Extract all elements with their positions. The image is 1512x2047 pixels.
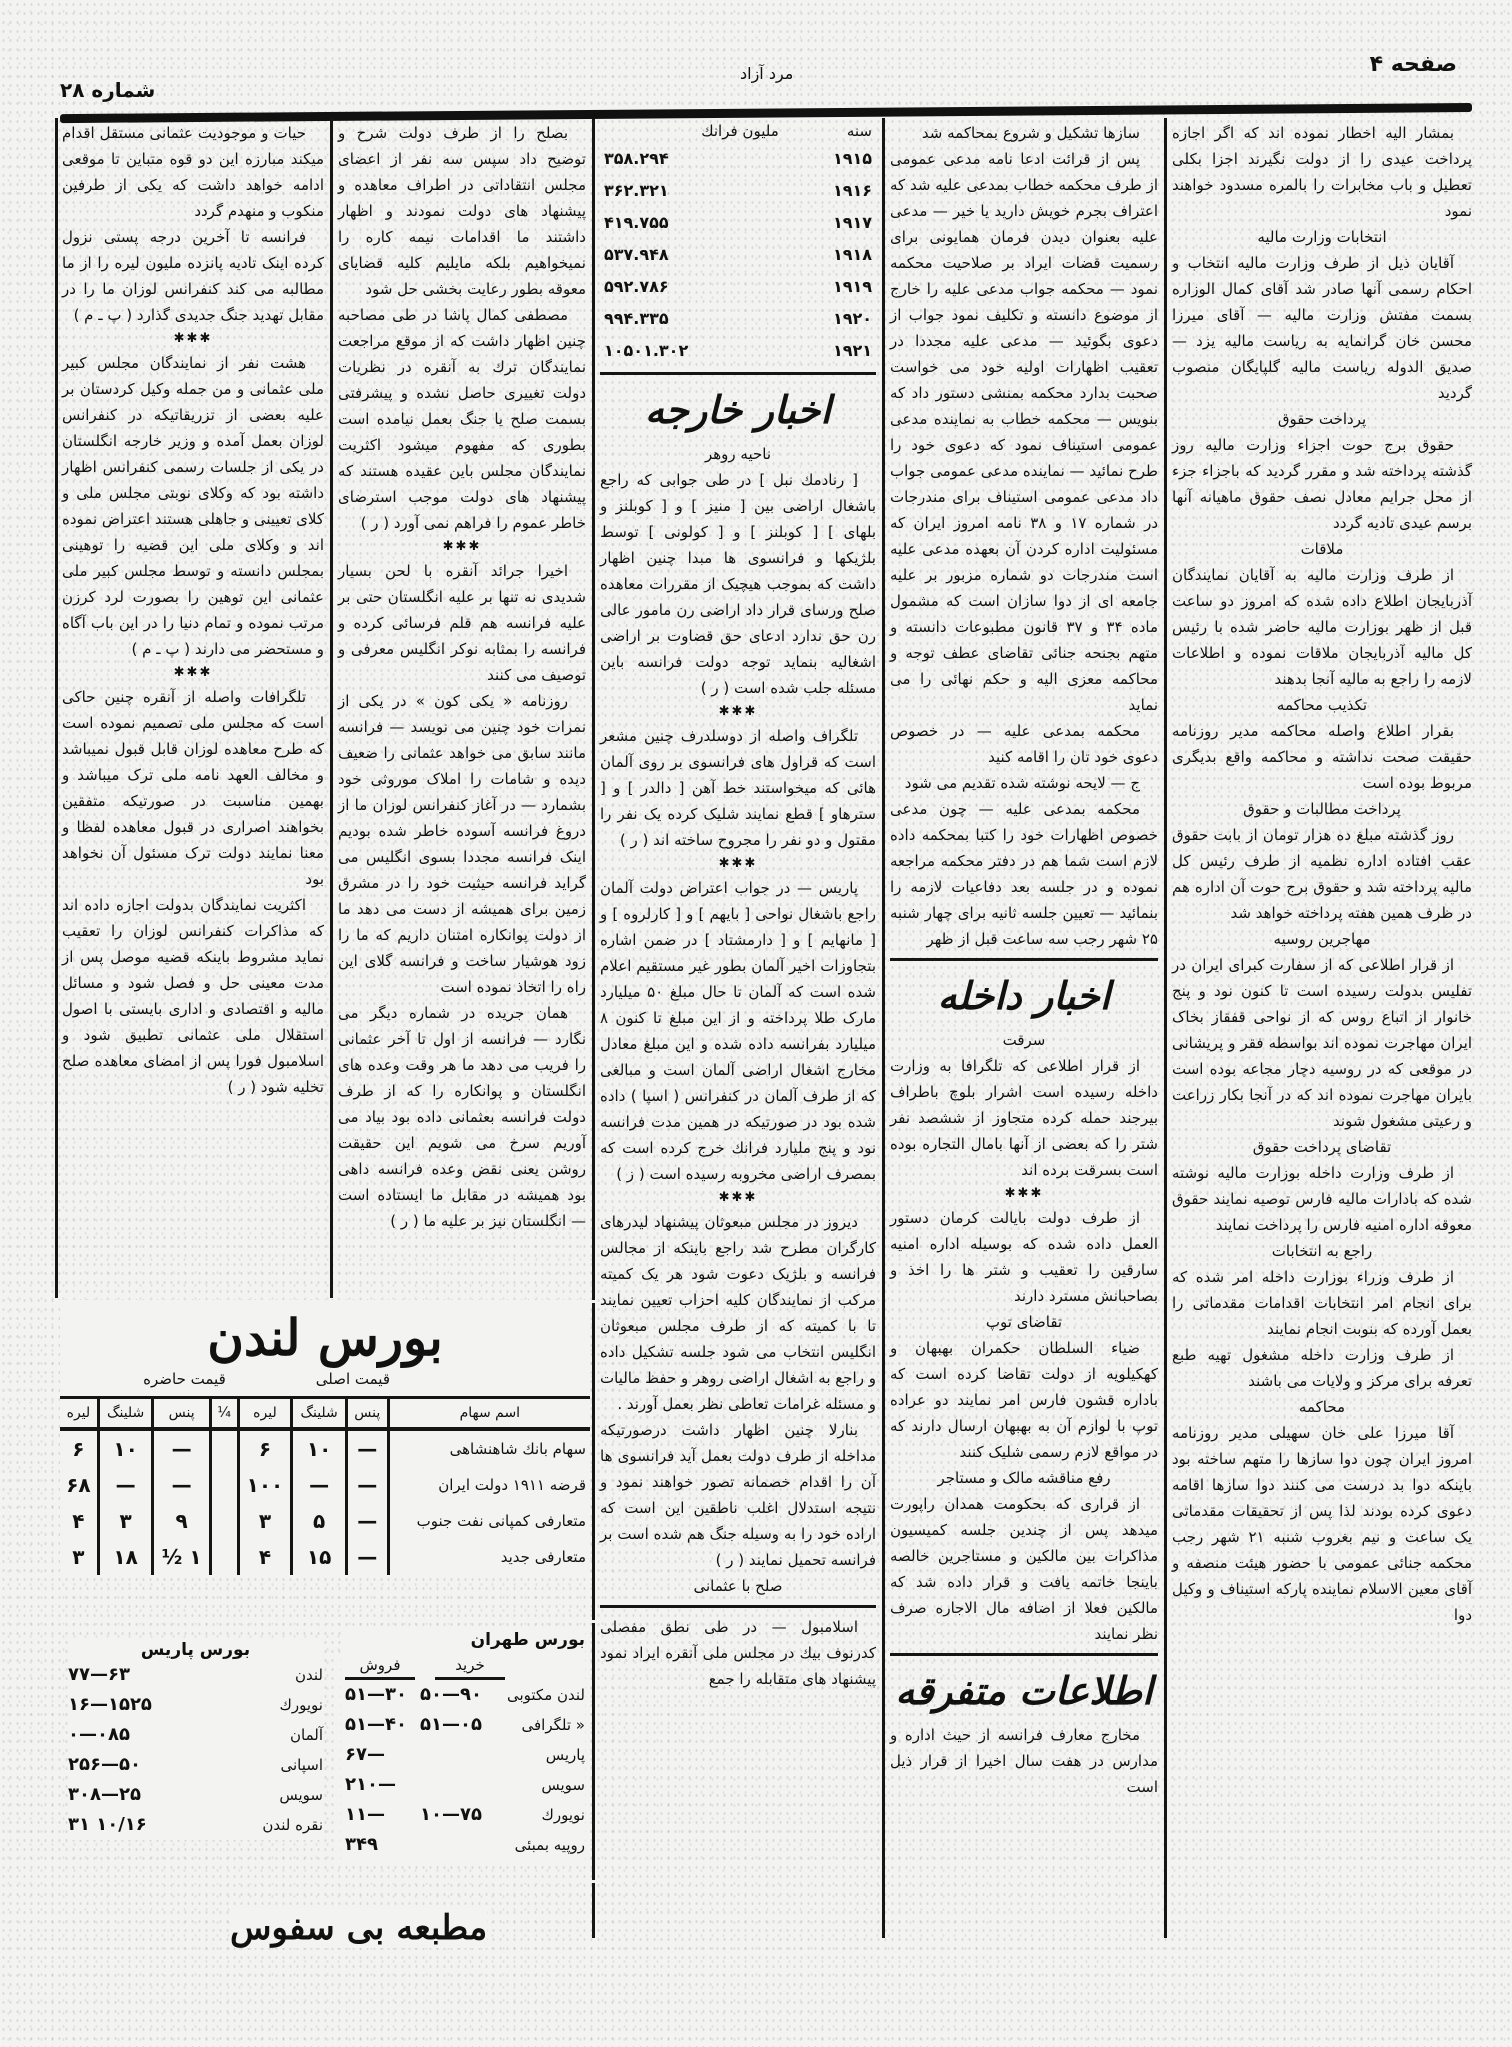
year-cell: ۱۹۱۶ (832, 180, 872, 200)
paragraph: از طرف دولت بایالت کرمان دستور العمل داده شده که بوسیله اداره امنیه سارقین را تعقیب و شتر ها را اخذ و بصاحبانش مسترد دارند (890, 1209, 1158, 1305)
price-cell: ۱۰۰ (238, 1467, 292, 1503)
tehran-bourse-title: بورس طهران (470, 1630, 585, 1650)
exchange-name: لندن مکتوبی (506, 1686, 585, 1704)
buy-rate: ۱۰—۷۵ (420, 1804, 482, 1825)
table-row (600, 206, 876, 238)
education-expenses-table (600, 120, 876, 366)
column-header: پنس (153, 1398, 210, 1430)
paris-bourse (68, 1640, 323, 1840)
original-price-label: قیمت اصلی (315, 1370, 390, 1388)
price-cell: — (346, 1539, 388, 1575)
sell-label: فروش (345, 1650, 415, 1680)
paragraph: بمشار الیه اخطار نموده اند که اگر اجازه پرداخت عیدی را از دولت نگیرند اجزا بکلی تعطیل و باب مخابرات را بالمره مسدود خواهند نمود (1172, 124, 1472, 220)
column-header: لیره (60, 1398, 98, 1430)
exchange-name: پاریس (545, 1746, 585, 1764)
buy-label: خرید (435, 1650, 505, 1680)
sell-rate: ۵۱—۴۰ (345, 1714, 407, 1735)
paragraph: پاریس — در جواب اعتراض دولت آلمان راجع باشغال نواحی [ بایهم ] و [ کارلروه ] و [ مانهایم ] و [ دارمشتاد ] در ضمن اشاره بتجاوزات اخیر آلمان بطور غیر مستقیم اعلام شده است که آلمان تا حال مبلغ ۵۰ میلیارد مارک طلا پرداخته و از این مبلغ تا کنون ۸ میلیارد بفرانسه داده شده و این مبلغ معادل مخارج اشغال اراضی آلمان است و مبالغی که از طرف آلمان در کنفرانس ( اسپا ) داده شده بود در صورتیکه در همین مدت فرانسه نود و پنج ملیارد فرانك خرج کرده است که بمصرف اراضی مخروبه رسیده است ( ز ) (600, 879, 876, 1183)
column-divider (55, 118, 58, 1298)
security-name: متعارفی کمپانی نفت جنوب (388, 1503, 590, 1539)
table-row (600, 142, 876, 174)
column-2 (890, 120, 1158, 1800)
table-row (600, 334, 876, 366)
paragraph: از طرف وزارت داخله بوزارت مالیه نوشته شده که بادارات مالیه فارس توصیه نمایند حقوق معوقه اداره امنیه فارس را پرداخت نمایند (1172, 1164, 1472, 1234)
exchange-row (68, 1720, 323, 1750)
subheading: ملاقات (1300, 540, 1344, 558)
table-row (60, 1539, 590, 1575)
price-cell (210, 1539, 238, 1575)
sell-rate: ۳۴۹ (345, 1834, 378, 1855)
column-header: لیره (238, 1398, 292, 1430)
paragraph: دیروز در مجلس مبعوثان پیشنهاد لیدرهای کارگران مطرح شد راجع باینکه از مجالس فرانسه و بلژیک دعوت شود هر یک کمیته مرکب از نمایندگان کلیه احزاب تعیین نمایند تا با کمیته که از طرف مجلس مبعوثان انگلیس انتخاب می شود جلسه تشکیل داده و راجع به اشغال اراضی روهر و حفظ مالیات و مسئله غرامات تعاطی نظر بعمل آورند . (600, 1213, 876, 1413)
table-row (600, 302, 876, 334)
asterism-divider: ✱✱✱ (442, 539, 482, 554)
paragraph: اکثریت نمایندگان بدولت اجازه داده اند که مذاکرات کنفرانس لوزان را تعقیب نماید مشروط باینکه قضیه موصل پس از مدت معینی حل و فصل شود و مسائل مالیه و اقتصادی و اداری بایستی با اصول استقلال ملی عثمانی تطبیق شود و اسلامبول فورا پس از امضای معاهده صلح تخلیه شود ( ر ) (62, 896, 324, 1096)
paragraph: آقایان ذیل از طرف وزارت مالیه انتخاب و احکام رسمی آنها صادر شد آقای کمال الوزاره بسمت مفتش وزارت مالیه — آقای میرزا محسن خان گرانمایه به ریاست مالیه یزد — صدیق الدوله ریاست مالیه گلپایگان منصوب گردید (1172, 254, 1472, 402)
amount-cell: ۴۱۹.۷۵۵ (604, 212, 669, 232)
subheading: محاکمه (1298, 1398, 1346, 1416)
year-cell: ۱۹۲۰ (832, 308, 872, 328)
column-3 (600, 120, 876, 1692)
table-row (600, 270, 876, 302)
paragraph: مخارج معارف فرانسه از حیث اداره و مدارس در هفت سال اخیرا از قرار ذیل است (890, 1726, 1158, 1796)
paragraph: محکمه بمدعی علیه — چون مدعی خصوص اظهارات خود را کتبا بمحکمه داده لازم است شما هم در دفتر محکمه مراجعه نموده و در جلسه بعد دفاعیات لازمه را بنمائید — تعیین جلسه ثانیه برای چهار شنبه ۲۵ شهر رجب سه ساعت قبل از ظهر (890, 800, 1158, 948)
paragraph: روز گذشته مبلغ ده هزار تومان از بابت حقوق عقب افتاده اداره نظمیه از طرف رئیس کل مالیه پرداخته شد و حقوق برج حوت آن اداره هم در ظرف همین هفته پرداخته خواهد شد (1172, 826, 1472, 922)
section-heading: اطلاعات متفرقه (895, 1668, 1153, 1713)
paragraph: بصلح را از طرف دولت شرح و توضیح داد سپس سه نفر از اعضای مجلس انتقاداتی در اطراف معاهده و پیشنهاد های دولت نمودند و اظهار داشتند ما اقدامات نیمه کاره را نمیخواهیم بلکه مایلیم کلیه قضایای معوقه بطور رعایت بخشی حل شود (338, 124, 586, 298)
section-heading: اخبار داخله (937, 973, 1111, 1018)
section-rule (600, 372, 876, 375)
london-bourse-title: بورس لندن (207, 1308, 443, 1367)
subheading: راجع به انتخابات (1271, 1242, 1373, 1260)
table-row (60, 1503, 590, 1539)
subheading: تقاضای پرداخت حقوق (1252, 1138, 1392, 1156)
subheading: مهاجرین روسیه (1273, 930, 1371, 948)
buy-rate: ۵۱—۰۵ (420, 1714, 482, 1735)
exchange-row (68, 1780, 323, 1810)
subheading: تقاضای توپ (985, 1313, 1063, 1331)
year-cell: ۱۹۱۹ (832, 276, 872, 296)
buy-rate (420, 1830, 490, 1860)
column-divider (882, 118, 885, 1938)
paragraph: آقا میرزا علی خان سهیلی مدیر روزنامه امروز ایران چون دوا سازها را متهم ساخته بود باینکه دوا بد درست می کنند دوا سازها اقامه دعوی کرده بودند لذا پس از تحقیقات مقدماتی یک ساعت و نیم بغروب شنبه ۲۱ شهر رجب محکمه جنائی عمومی با حضور هیئت منصفه و آقای معین الاسلام نماینده پارکه استیناف و وکیل دوا (1172, 1424, 1473, 1624)
paragraph: محکمه بمدعی علیه — در خصوص دعوی خود تان را اقامه کنید (890, 722, 1158, 766)
price-cell: — (292, 1467, 347, 1503)
price-cell: ۴ (72, 1509, 85, 1533)
section-rule (890, 958, 1158, 961)
amount-cell: ۵۹۲.۷۸۶ (604, 276, 669, 296)
exchange-name: لندن (295, 1666, 323, 1684)
paragraph: حیات و موجودیت عثمانی مستقل اقدام میکند مبارزه این دو قوه متباین تا موقعی ادامه خواهد داشت که یکی از طرفین منکوب و منهدم گردد (62, 124, 324, 220)
exchange-rate: ۰—۰۸۵ (68, 1724, 130, 1745)
column-header: اسم سهام (388, 1398, 590, 1430)
exchange-row (345, 1770, 585, 1800)
price-cell: ۴ (238, 1539, 292, 1575)
exchange-name: سویس (279, 1786, 323, 1804)
paragraph: مصطفی کمال پاشا در طی مصاحبه چنین اظهار داشت که از موقع مراجعت نمایندگان ترك به آنقره در نظریات دولت تغییری حاصل نشده و پیشرفتی بسمت صلح یا جنگ بعمل نیامده است بطوری که مفهوم میشود اکثریت نمایندگان مجلس باین عقیده هستند که پیشنهاد های دولت موجب استرضای خاطر عموم را فراهم نمی آورد ( ر ) (338, 306, 586, 532)
security-name: متعارفی جدید (388, 1539, 590, 1575)
security-name: سهام بانك شاهنشاهی (388, 1429, 590, 1467)
column-divider (337, 1655, 340, 1860)
price-cell: ۱۸ (98, 1539, 153, 1575)
sell-rate: ۲۱۰— (345, 1774, 396, 1795)
section-rule (55, 1300, 595, 1303)
newspaper-title: مرد آزاد (740, 64, 794, 83)
paragraph: حقوق برج حوت اجزاء وزارت مالیه روز گذشته پرداخته شد و مقرر گردید که باجزاء جزء از محل جرایم معادل نصف حقوق ماهیانه آنها برسم عیدی تادیه گردد (1172, 436, 1472, 532)
exchange-name: نقره لندن (262, 1816, 323, 1834)
paragraph: روزنامه « یکی کون » در یکی از نمرات خود چنین می نویسد — فرانسه مانند سابق می خواهد عثمانی را ضعیف دیده و شامات را املاک موروثی خود بشمارد — در آغاز کنفرانس لوزان ما از دروغ فرانسه آسوده خاطر شده بودیم اینک فرانسه مجددا بسوی انگلیس می گراید فرانسه حیثیت خود را در مشرق زمین برای همیشه از دست می دهد ما از دولت پوانکاره امتنان داریم که ما را زود هوشیار ساخت و فرانسه گلای این راه را اتخاذ نموده است (338, 692, 586, 996)
exchange-row (345, 1680, 585, 1710)
paragraph: از قرار اطلاعی که از سفارت کبرای ایران در تفلیس بدولت رسیده است تا کنون نود و پنج خانوار از اتباع روس که از نواحی قفقاز بخاک ایران مهاجرت نموده اند بواسطه فقر و پریشانی در موقعی که در روسیه دچار مجاعه بوده است بایران مهاجرت نموده اند که در آنجا بکار زراعت و رعیتی مشغول شوند (1172, 956, 1472, 1130)
column-divider (592, 118, 595, 1938)
paragraph: بنارلا چنین اظهار داشت درصورتیکه مداخله از طرف دولت بعمل آید فرانسوی ها آن را اقدام خصمانه تصور خواهند نمود و نتیجه استدلال اغلب ناطقین این است که اراده خود را به وسیله جنگ هم شده است بر فرانسه تحمیل نمایند ( ر ) (600, 1421, 876, 1569)
exchange-row (345, 1740, 585, 1770)
exchange-row (345, 1800, 585, 1830)
sell-rate: ۵۱—۳۰ (345, 1684, 407, 1705)
exchange-row (68, 1660, 323, 1690)
london-bourse-table (60, 1396, 590, 1575)
table-row (60, 1429, 590, 1467)
price-cell: — (98, 1467, 153, 1503)
table-row (60, 1467, 590, 1503)
column-header: شلینگ (98, 1398, 153, 1430)
amount-cell: ۵۳۷.۹۴۸ (604, 244, 669, 264)
london-bourse (60, 1306, 590, 1575)
printer-name: مطبعه بی سفوس (230, 1908, 488, 1948)
exchange-rate: ۱۶—۱۵۲۵ (68, 1694, 152, 1715)
section-heading: اخبار خارجه (645, 387, 831, 432)
price-cell: ۳ (238, 1503, 292, 1539)
paragraph: [ رنادمك نبل ] در طی جوابی که راجع باشغال اراضی بین [ منیز ] و [ کوبلنز و بلهای ] [ کوبلنز ] و [ کولونی ] توسط بلژیکها و فرانسوی ها مبدا چنین اظهار داشت که بموجب هیچیک از مقررات معاهده صلح ورسای قرار داد اراضی رن مامور عالی رن حق ندارد ادعای حق قضاوت بر اراضی اشغالیه بنماید توجه دولت فرانسه باین مسئله جلب شده است ( ر ) (600, 471, 876, 697)
price-cell: ۶ (72, 1437, 85, 1461)
paragraph: پس از قرائت ادعا نامه مدعی عمومی از طرف محکمه خطاب بمدعی علیه شد که اعتراف بجرم خویش دارید یا خیر — مدعی علیه بعنوان دیدن فرمان همایونی برای رسمیت قضات ایراد بر صلاحیت محکمه نمود — محکمه جواب مدعی علیه را خارج از موضوع دانسته و تکلیف نمود جواب از دعوی بگوئید — مدعی علیه مجددا در تعقیب اظهارات اولیه خود می خواست صحبت بدارد محکمه بمنشی دستور داد که بنویس — محکمه خطاب به نماینده مدعی عمومی استیناف نمود که دعوی خود را طرح نمائید — نماینده مدعی عمومی جواب داد مدعی عمومی استیناف برای مندرجات در شماره ۱۷ و ۳۸ نامه امروز ایران که مسئولیت اداره کردن آن بعهده مدعی علیه است مندرجات دو شماره مزبور بر علیه جامعه ای از دوا سازان است که مشمول ماده ۳۴ و ۳۷ قانون مطبوعات دانسته و متهم بجنحه جنائی تقاضای عطف توجه و محاکمه معزی الیه و حکم نهائی را می نماید (890, 150, 1158, 714)
paragraph: فرانسه تا آخرین درجه پستی نزول کرده اینک تادیه پانزده ملیون لیره را از ما مطالبه می کند کنفرانس لوزان ما را در مقابل تهدید جنگ جدیدی گذارد ( پ ـ م ) (62, 228, 324, 324)
exchange-name: نویورك (541, 1806, 585, 1824)
paragraph: از قرار اطلاعی که تلگرافا به وزارت داخله رسیده است اشرار بلوچ باطراف بیرجند حمله کرده متجاوز از ششصد نفر شتر را که بعضی از آنها بامال التجاره بوده است بسرقت برده اند (890, 1057, 1158, 1179)
price-cell: ۳ (72, 1545, 85, 1569)
year-cell: ۱۹۲۱ (832, 340, 872, 360)
buy-rate: ۵۰—۹۰ (420, 1684, 482, 1705)
price-cell (210, 1467, 238, 1503)
column-4 (338, 120, 586, 1234)
price-cell: ۱ ½ (153, 1539, 210, 1575)
column-1 (1172, 120, 1472, 1628)
column-header: شلینگ (292, 1398, 347, 1430)
price-cell: — (346, 1429, 388, 1467)
price-cell: ۵ (292, 1503, 347, 1539)
issue-number: شماره ۲۸ (60, 78, 156, 102)
subheading: رفع مناقشه مالک و مستاجر (937, 1469, 1111, 1487)
amount-cell: ۱۰۵۰۱.۳۰۲ (604, 340, 689, 360)
paragraph: از قراری که بحکومت همدان راپورت میدهد پس از چندین جلسه کمیسیون مذاکرات بین مالکین و مستاجرین خالصه باینجا خاتمه یافت و قرار داده شد که مالکین فعلا از اضافه مال الاجاره صرف نظر نمایند (890, 1495, 1158, 1643)
paragraph: از طرف وزارت داخله مشغول تهیه طبع تعرفه برای مرکز و ولایات می باشند (1172, 1346, 1472, 1390)
exchange-rate: ۳۰۸—۲۵ (68, 1784, 141, 1805)
price-cell: — (346, 1503, 388, 1539)
paragraph: از طرف وزارت مالیه به آقایان نمایندگان آذربایجان اطلاع داده شده که امروز دو ساعت قبل از ظهر بوزارت مالیه حاضر شده با رئیس کل مالیه آذربایجان ملاقات نموده و اطلاعات لازمه را راجع به مالیه آنجا بدهند (1172, 566, 1472, 688)
asterism-divider: ✱✱✱ (173, 331, 213, 346)
exchange-name: سویس (541, 1776, 585, 1794)
paragraph: از طرف وزراء بوزارت داخله امر شده که برای انجام امر انتخابات اقدامات مقدماتی را بعمل آورده که بنوبت انجام نمایند (1172, 1268, 1472, 1338)
asterism-divider: ✱✱✱ (173, 665, 213, 680)
buy-rate (420, 1770, 490, 1800)
subheading: سرقت (1002, 1031, 1046, 1049)
subheading: انتخابات وزارت مالیه (1257, 228, 1387, 246)
price-cell: ۱۰ (98, 1429, 153, 1467)
exchange-row (68, 1690, 323, 1720)
column-3-text (600, 372, 876, 1692)
exchange-rate: ۳۱ ۱۰/۱۶ (68, 1814, 147, 1835)
column-divider (1164, 118, 1167, 1938)
price-cell (210, 1429, 238, 1467)
column-divider (330, 118, 333, 1298)
paragraph: سازها تشکیل و شروع بمحاکمه شد (921, 124, 1140, 142)
price-cell: ۶ (238, 1429, 292, 1467)
exchange-name: اسپانی (280, 1756, 323, 1774)
exchange-name: « تلگرافی (521, 1716, 585, 1734)
price-cell: ۱۵ (292, 1539, 347, 1575)
year-cell: ۱۹۱۷ (832, 212, 872, 232)
amount-cell: ۹۹۴.۳۳۵ (604, 308, 669, 328)
exchange-row (345, 1830, 585, 1860)
asterism-divider: ✱✱✱ (1004, 1186, 1044, 1201)
amount-cell: ۳۵۸.۲۹۴ (604, 148, 669, 168)
table-row (600, 238, 876, 270)
asterism-divider: ✱✱✱ (718, 1190, 758, 1205)
subheading: پرداخت مطالبات و حقوق (1243, 800, 1401, 818)
column-5 (62, 120, 324, 1100)
tehran-bourse (345, 1630, 585, 1860)
table-row (600, 174, 876, 206)
exchange-row (68, 1810, 323, 1840)
price-cell: — (346, 1467, 388, 1503)
asterism-divider: ✱✱✱ (718, 704, 758, 719)
price-cell: ۳ (98, 1503, 153, 1539)
paragraph: ج — لایحه نوشته شده تقدیم می شود (904, 774, 1140, 792)
security-name: قرضه ۱۹۱۱ دولت ایران (388, 1467, 590, 1503)
subheading: صلح با عثمانی (693, 1577, 783, 1595)
price-cell: ۱۰ (292, 1429, 347, 1467)
paragraph: تلگرافات واصله از آنقره چنین حاکی است که مجلس ملی تصمیم نموده است که طرح معاهده لوزان قابل قبول نمیباشد و مخالف العهد نامه ملی ترک میباشد و بهمین مناسبت در صورتیکه متفقین بخواهند اصراری در قبول معاهده لفظا و معنا نمایند دولت ترک مسئول آن نخواهد بود (62, 688, 324, 888)
page-number: صفحه ۴ (1369, 52, 1457, 77)
exchange-name: روپیه بمبئی (514, 1836, 585, 1854)
price-cell: ۶۸ (66, 1473, 91, 1497)
section-rule (600, 1605, 876, 1608)
amount-cell: ۳۶۲.۳۲۱ (604, 180, 669, 200)
paragraph: بقرار اطلاع واصله محاکمه مدیر روزنامه حقیقت صحت نداشته و محاکمه واقع بدیگری مربوط بوده است (1172, 722, 1472, 792)
exchange-rate: ۲۵۶—۵۰ (68, 1754, 141, 1775)
price-cell: — (153, 1467, 210, 1503)
buy-rate (420, 1740, 490, 1770)
exchange-rate: ۷۷—۶۳ (68, 1664, 130, 1685)
price-cell: — (153, 1429, 210, 1467)
exchange-name: نویورك (279, 1696, 323, 1714)
sell-rate: ۱۱— (345, 1804, 385, 1825)
price-cell: ۹ (153, 1503, 210, 1539)
paragraph: همان جریده در شماره دیگر می نگارد — فرانسه از اول تا آخر عثمانی را فریب می دهد ما هر وقت وعده های انگلستان و پوانکاره را که از طرف دولت فرانسه بعثمانی داده بود بیاد می آوریم سرخ می شویم این حقیقت روشن یعنی نقض وعده فرانسه داهی بود همیشه در مقابل ما ایستاده است — انگلستان نیز بر علیه ما ( ر ) (338, 1004, 586, 1230)
section-rule (55, 1880, 595, 1883)
subheading: ناحیه روهر (704, 445, 772, 463)
asterism-divider: ✱✱✱ (718, 856, 758, 871)
exchange-row (345, 1710, 585, 1740)
year-cell: ۱۹۱۸ (832, 244, 872, 264)
column-header: پنس (346, 1398, 388, 1430)
year-header: سنه (846, 122, 872, 140)
paragraph: هشت نفر از نمایندگان مجلس کبیر ملی عثمانی و من جمله وکیل کردستان بر علیه بعضی از تزریقاتیکه در کنفرانس لوزان بعمل آمده و وزیر خارجه انگلستان در یکی از جلسات رسمی کنفرانس اظهار داشته بود که وکلای نوبتی مجلس ملی و کلای تعیینی و جاهلی هستند اعتراض نموده اند و وکلای ملی این قضیه را توهینی بمجلس دانسته و توسط مجلس کبیر ملی عثمانی این توهین را بصورت لرد کرزن مرتب نموده و تمام دنیا را در این باب آگاه و مستحضر می دارند ( پ ـ م ) (62, 354, 324, 658)
column-header: ¼ (210, 1398, 238, 1430)
paragraph: اخیرا جرائد آنقره با لحن بسیار شدیدی نه تنها بر علیه انگلستان حتی بر علیه فرانسه هم قلم فرسائی کرده و فرانسه را بمثابه نوکر انگلیس معرفی و توصیف می کنند (338, 562, 586, 684)
current-price-label: قیمت حاضره (143, 1370, 226, 1388)
paragraph: ضیاء السلطان حکمران بهبهان و کهکیلویه از دولت تقاضا کرده است که باداره قشون فارس امر نمایند دو عراده توپ با لوازم آن به بهبهان ارسال دارند که در مواقع لازم رسمی شلیک کنند (890, 1339, 1158, 1461)
sell-rate: ۶۷— (345, 1744, 385, 1765)
exchange-row (68, 1750, 323, 1780)
section-rule (55, 1620, 595, 1623)
subheading: تکذیب محاکمه (1276, 696, 1368, 714)
amount-header: ملیون فرانك (701, 122, 779, 140)
exchange-name: آلمان (290, 1726, 323, 1744)
price-cell (210, 1503, 238, 1539)
year-cell: ۱۹۱۵ (832, 148, 872, 168)
paris-bourse-title: بورس پاریس (140, 1640, 251, 1660)
section-rule (890, 1653, 1158, 1656)
paragraph: تلگراف واصله از دوسلدرف چنین مشعر است که قراول های فرانسوی بر روی آلمان هائی که میخواستند خط آهن [ دالدر ] و [ سترهاو ] قطع نمایند شلیک کرده یک نفر را مقتول و دو نفر را مجروح ساخته اند ( ر ) (600, 727, 876, 849)
subheading: پرداخت حقوق (1277, 410, 1367, 428)
paragraph: اسلامبول — در طی نطق مفصلی کدرنوف بیك در مجلس ملی آنقره ایراد نمود پیشنهاد های متقابله را جمع (600, 1618, 876, 1688)
